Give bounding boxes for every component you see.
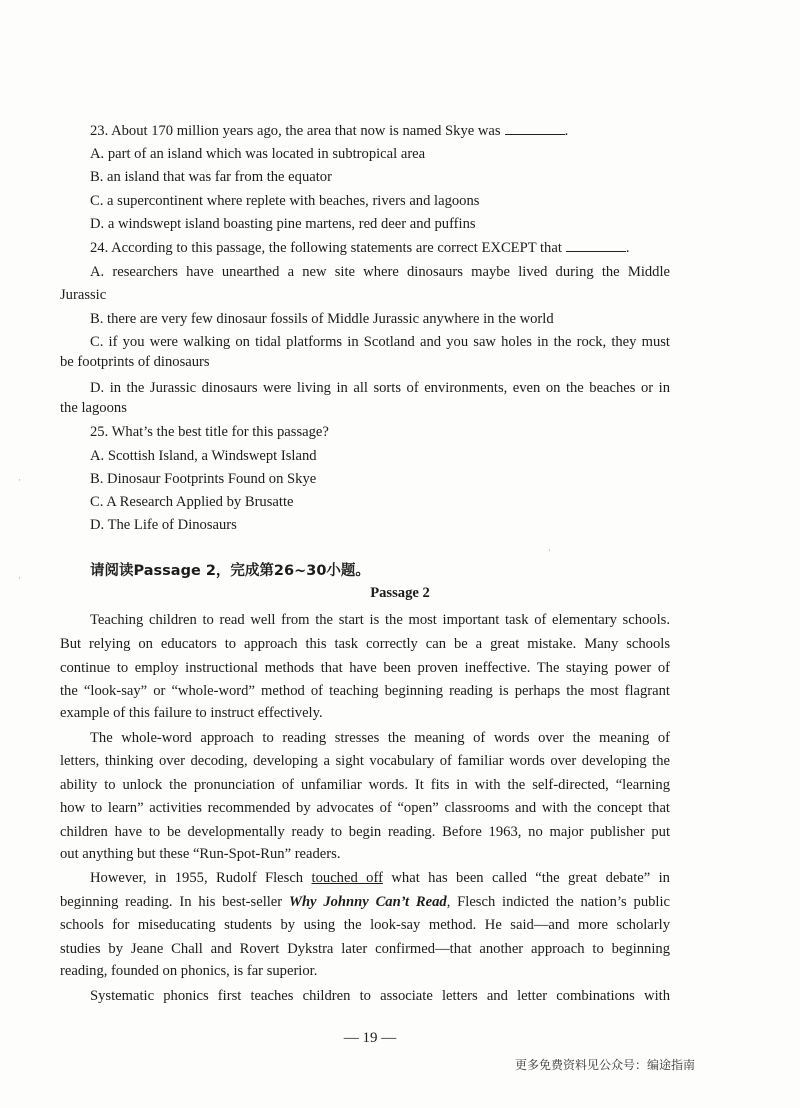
q25-option-a: A. Scottish Island, a Windswept Island [90, 448, 317, 464]
scan-speck: · [548, 545, 551, 555]
answer-blank [505, 122, 565, 135]
p2-line-2: letters, thinking over decoding, developing a sight vocabulary of familiar words over developing the [60, 753, 670, 769]
p3-line-5: reading, founded on phonics, is far superior. [60, 963, 318, 979]
p2-line-5: children have to be developmentally ready to begin reading. Before 1963, no major publisher put [60, 824, 670, 840]
footer-note: 更多免费资料见公众号：编途指南 [514, 1058, 695, 1072]
q24-option-a-line2: Jurassic [60, 287, 107, 303]
q25-option-b: B. Dinosaur Footprints Found on Skye [90, 471, 317, 487]
p2-line-1: The whole-word approach to reading stresses the meaning of words over the meaning of [90, 730, 670, 746]
q24-option-d-line1: D. in the Jurassic dinosaurs were living in all sorts of environments, even on the beaches or in [90, 380, 670, 396]
question-25-stem: 25. What’s the best title for this passage? [90, 424, 329, 440]
question-23-stem: 23. About 170 million years ago, the area that now is named Skye was . [90, 123, 569, 139]
q24-option-b: B. there are very few dinosaur fossils of Middle Jurassic anywhere in the world [90, 311, 554, 327]
scan-speck: · [18, 573, 21, 583]
q23-option-a: A. part of an island which was located in subtropical area [90, 146, 426, 162]
p1-line-4: the “look-say” or “whole-word” method of teaching beginning reading is perhaps the most flagrant [60, 683, 670, 699]
p1-line-5: example of this failure to instruct effectively. [60, 705, 323, 721]
answer-blank [566, 239, 626, 252]
passage-title: Passage 2 [370, 585, 430, 601]
q24-option-a-line1: A. researchers have unearthed a new site where dinosaurs maybe lived during the Middle [90, 264, 670, 280]
p2-line-6: out anything but these “Run-Spot-Run” readers. [60, 846, 341, 862]
p1-line-2: But relying on educators to approach this task correctly can be a great mistake. Many schools [60, 636, 670, 652]
q23-option-d: D. a windswept island boasting pine martens, red deer and puffins [90, 216, 476, 232]
p3-line-1: However, in 1955, Rudolf Flesch touched off what has been called “the great debate” in [90, 870, 670, 886]
p3-line-2: beginning reading. In his best-seller Why Johnny Can’t Read, Flesch indicted the nation’s public [60, 894, 670, 910]
question-24-stem: 24. According to this passage, the following statements are correct EXCEPT that . [90, 240, 630, 256]
p2-line-3: ability to unlock the pronunciation of unfamiliar words. It fits in with the self-directed, “learning [60, 777, 670, 793]
page-number: — 19 — [343, 1030, 397, 1046]
p1-line-3: continue to employ instructional methods that have been proven ineffective. The staying power of [60, 660, 670, 676]
q24-option-c-line1: C. if you were walking on tidal platforms in Scotland and you saw holes in the rock, they must [90, 334, 670, 350]
q25-option-c: C. A Research Applied by Brusatte [90, 494, 294, 510]
p2-line-4: how to learn” activities recommended by advocates of “open” classrooms and with the concept that [60, 800, 670, 816]
p4-line-1: Systematic phonics first teaches children to associate letters and letter combinations with [90, 988, 670, 1004]
section-instruction: 请阅读Passage 2，完成第26~30小题。 [90, 563, 370, 579]
underlined-phrase: touched off [311, 870, 383, 886]
p3-line-4: studies by Jeane Chall and Rovert Dykstra later confirmed—that another approach to beginning [60, 941, 670, 957]
scan-speck: · [18, 475, 21, 485]
q23-option-b: B. an island that was far from the equator [90, 169, 332, 185]
q24-option-c-line2: be footprints of dinosaurs [60, 354, 210, 370]
p1-line-1: Teaching children to read well from the start is the most important task of elementary schools. [90, 612, 670, 628]
p3-line-3: schools for miseducating students by using the look-say method. He said—and more scholarly [60, 917, 670, 933]
q23-option-c: C. a supercontinent where replete with beaches, rivers and lagoons [90, 193, 480, 209]
book-title: Why Johnny Can’t Read [288, 894, 447, 910]
q25-option-d: D. The Life of Dinosaurs [90, 517, 237, 533]
q24-option-d-line2: the lagoons [60, 400, 127, 416]
